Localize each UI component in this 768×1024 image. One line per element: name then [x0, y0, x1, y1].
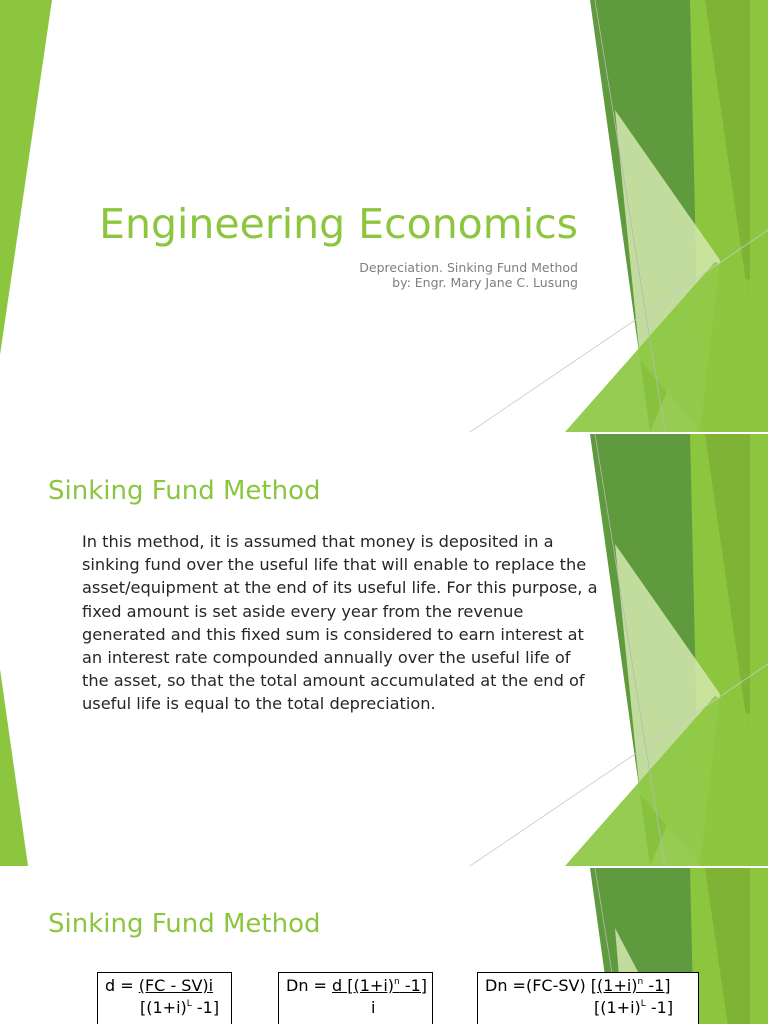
slide-heading: Sinking Fund Method [48, 909, 321, 939]
exponent: L [186, 999, 192, 1009]
title-slide [0, 0, 768, 432]
formula-box-dn [278, 972, 433, 1024]
formula-denominator: i [371, 998, 376, 1017]
formula-denominator: [(1+i) [140, 998, 187, 1017]
formula-numerator: [$(1+i)^n$ -1] [590, 976, 671, 995]
formula-lhs: Dn =(FC-SV) [485, 976, 591, 995]
presentation-subtitle [359, 260, 578, 290]
presentation-title: Engineering Economics [99, 200, 578, 248]
subtitle-line-1: Depreciation. Sinking Fund Method [359, 260, 578, 275]
slide-heading: Sinking Fund Method [48, 476, 321, 506]
formula-numerator: (FC - SV)i [138, 976, 214, 995]
left-triangle-decoration [0, 669, 28, 866]
left-triangle-decoration [0, 0, 52, 355]
formula-box-d [97, 972, 232, 1024]
formula-numerator: d [$(1+i)^n$ -1] [332, 976, 428, 995]
exponent: L [640, 999, 646, 1009]
subtitle-line-2: by: Engr. Mary Jane C. Lusung [392, 275, 578, 290]
formula-lhs: Dn = [286, 976, 333, 995]
formula-denominator: [(1+i) [594, 998, 641, 1017]
formula-box-dn-full [477, 972, 699, 1024]
content-slide [0, 434, 768, 866]
formula-denominator-tail: -1] [645, 998, 674, 1017]
body-paragraph: In this method, it is assumed that money is deposited in a sinking fund over the useful life that will enable to replace the asset/equipment at the end of its useful life. For this purpose, a fixed amount is set aside every year from the revenue generated and this fixed sum is considered to earn interest at an interest rate compounded annually over the useful life of the asset, so that the total amount accumulated at the end of useful life is equal to the total depreciation. [82, 532, 598, 714]
formula-lhs: d = [105, 976, 139, 995]
formula-slide [0, 868, 768, 1024]
formula-denominator-tail: -1] [191, 998, 220, 1017]
